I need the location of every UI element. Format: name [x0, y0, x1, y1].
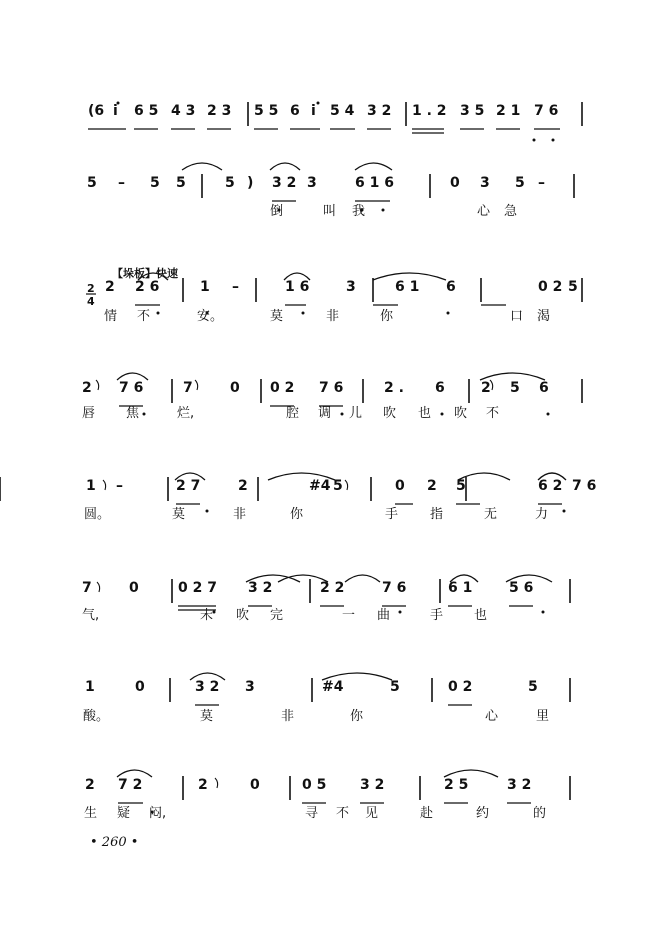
notation-token: 6 1	[395, 279, 420, 295]
notation-token: 6 5	[134, 103, 159, 119]
lyric-character: 赴	[420, 806, 434, 821]
notation-token: 3 2	[272, 175, 297, 191]
lyric-character: 非	[326, 309, 340, 324]
lyric-character: 儿	[349, 406, 363, 421]
octave-dot	[302, 312, 305, 315]
slur-arc	[117, 770, 152, 777]
slur-arc	[270, 163, 300, 170]
notation-token: 2 2	[320, 580, 345, 596]
notation-token: 0	[395, 478, 405, 494]
lyric-character: 你	[350, 709, 364, 724]
lyric-character: 见	[365, 806, 379, 821]
notation-token: 5	[150, 175, 160, 191]
lyric-character: 也	[474, 608, 488, 623]
lyric-character: 非	[281, 709, 295, 724]
lyric-character: 心	[477, 204, 491, 219]
lyric-character: 你	[380, 309, 394, 324]
notation-token: 6 1	[448, 580, 473, 596]
notation-token: 0	[450, 175, 460, 191]
octave-dot	[542, 611, 545, 614]
notation-token: 0 2 7	[178, 580, 217, 596]
lyric-character: 的	[533, 806, 547, 821]
lyric-character: 烂,	[177, 406, 195, 421]
notation-token: –	[538, 175, 545, 191]
slur-arc	[345, 575, 380, 582]
time-signature-denominator: 4	[87, 295, 95, 308]
octave-dot	[399, 611, 402, 614]
ornament-mark	[103, 480, 106, 490]
notation-token: 2 5	[444, 777, 469, 793]
notation-token: 2 7	[176, 478, 201, 494]
notation-token: 2	[105, 279, 115, 295]
lyric-character: 力	[535, 507, 549, 522]
notation-token: (6	[88, 103, 105, 119]
lyric-character: 气,	[82, 608, 100, 623]
octave-dot	[441, 413, 444, 416]
slur-arc	[182, 163, 222, 170]
lyric-character: 未	[200, 608, 214, 623]
notation-token: 2 .	[384, 380, 404, 396]
notation-token: 2	[85, 777, 95, 793]
slur-arc	[117, 373, 148, 380]
notation-token: 5	[456, 478, 466, 494]
notation-token: 2	[82, 380, 92, 396]
lyric-character: 指	[430, 507, 444, 522]
notation-token: 7 6	[572, 478, 597, 494]
notation-token: 0 2	[270, 380, 295, 396]
notation-token: 3	[245, 679, 255, 695]
notation-token: –	[116, 478, 123, 494]
octave-dot	[533, 139, 536, 142]
lyric-character: 手	[430, 608, 444, 623]
ornament-mark	[195, 380, 198, 390]
notation-token: 7	[82, 580, 92, 596]
notation-token: 3	[307, 175, 317, 191]
lyric-character: 寻	[305, 806, 319, 821]
lyric-character: 生	[84, 806, 98, 821]
notation-token: i	[311, 103, 316, 119]
ornament-mark	[345, 480, 348, 490]
notation-token: 6	[435, 380, 445, 396]
lyric-character: 渴	[537, 309, 551, 324]
notation-token: 2	[238, 478, 248, 494]
lyric-character: 约	[476, 806, 490, 821]
notation-token: 2	[481, 380, 491, 396]
notation-token: 5	[225, 175, 235, 191]
notation-token: 5	[176, 175, 186, 191]
octave-dot	[157, 312, 160, 315]
octave-dot	[341, 413, 344, 416]
lyric-character: 也	[418, 406, 432, 421]
notation-token: 1 6	[285, 279, 310, 295]
lyric-character: 吹	[236, 608, 250, 623]
notation-token: 5 4	[330, 103, 355, 119]
notation-token: 6	[539, 380, 549, 396]
octave-dot	[206, 510, 209, 513]
notation-token: 3 2	[248, 580, 273, 596]
slur-arc	[444, 770, 498, 777]
slur-arc	[480, 373, 545, 380]
time-signature-numerator: 2	[87, 282, 95, 295]
notation-token: 2	[427, 478, 437, 494]
lyric-character: 一	[342, 608, 356, 623]
lyric-character: 急	[504, 204, 518, 219]
ornament-mark	[97, 582, 100, 592]
lyric-character: 手	[385, 507, 399, 522]
ornament-mark	[215, 778, 218, 788]
notation-token: 1	[85, 679, 95, 695]
lyric-character: 叫	[323, 204, 337, 219]
notation-token: 5	[515, 175, 525, 191]
notation-token: 2 6	[135, 279, 160, 295]
lyric-character: 不	[336, 806, 350, 821]
notation-token: 4 3	[171, 103, 196, 119]
lyric-character: 非	[233, 507, 247, 522]
lyric-character: 腔	[286, 406, 300, 421]
notation-token: 1 . 2	[412, 103, 447, 119]
notation-token: 0	[250, 777, 260, 793]
notation-token: 2	[198, 777, 208, 793]
lyric-character: 圆。	[84, 507, 111, 522]
octave-dot	[552, 139, 555, 142]
octave-dot	[547, 413, 550, 416]
notation-token: 7 6	[319, 380, 344, 396]
octave-dot	[143, 413, 146, 416]
slur-arc	[355, 163, 392, 170]
notation-token: 0 2	[448, 679, 473, 695]
lyric-character: 无	[484, 507, 498, 522]
notation-token: –	[118, 175, 125, 191]
notation-token: –	[232, 279, 239, 295]
notation-token: 6 2	[538, 478, 563, 494]
notation-token: #4	[322, 679, 344, 695]
lyric-character: 倒	[270, 204, 284, 219]
lyric-character: 吹	[383, 406, 397, 421]
ornament-mark	[96, 380, 99, 390]
lyric-character: 不	[137, 309, 151, 324]
notation-token: 6	[290, 103, 300, 119]
page-number: • 260 •	[90, 835, 139, 850]
notation-token: 1	[200, 279, 210, 295]
notation-token: 5	[390, 679, 400, 695]
lyric-character: 调	[318, 406, 332, 421]
notation-token: 3 2	[195, 679, 220, 695]
notation-token: 0	[135, 679, 145, 695]
lyric-character: 完	[270, 608, 284, 623]
lyric-character: 闷,	[149, 806, 167, 821]
lyric-character: 唇	[82, 406, 96, 421]
notation-token: 3 5	[460, 103, 485, 119]
lyric-character: 不	[486, 406, 500, 421]
octave-dot	[447, 312, 450, 315]
notation-token: 5	[333, 478, 343, 494]
notation-token: 5	[528, 679, 538, 695]
section-marking: 【垛板】快速	[112, 267, 178, 280]
notation-token: 6 1 6	[355, 175, 394, 191]
notation-token: 5	[568, 279, 578, 295]
notation-token: 0	[230, 380, 240, 396]
lyric-character: 莫	[270, 309, 284, 324]
notation-token: 3	[346, 279, 356, 295]
notation-token: )	[247, 175, 254, 191]
notation-token: 3 2	[507, 777, 532, 793]
notation-token: 7 6	[382, 580, 407, 596]
notation-token: 3 2	[360, 777, 385, 793]
notation-token: 5 5	[254, 103, 279, 119]
lyric-character: 莫	[200, 709, 214, 724]
notation-token: 6	[446, 279, 456, 295]
lyric-character: 情	[104, 309, 118, 324]
lyric-character: 曲	[377, 608, 391, 623]
octave-dot	[563, 510, 566, 513]
lyric-character: 里	[536, 709, 550, 724]
lyric-character: 焦	[126, 406, 140, 421]
notation-token: 0 5	[302, 777, 327, 793]
notation-token: 3	[480, 175, 490, 191]
octave-dot	[317, 102, 320, 105]
lyric-character: 安。	[197, 309, 224, 324]
lyric-character: 你	[290, 507, 304, 522]
notation-token: 5	[87, 175, 97, 191]
notation-token: 7 6	[119, 380, 144, 396]
lyric-character: 吹	[454, 406, 468, 421]
notation-token: 0 2	[538, 279, 563, 295]
notation-token: 2 1	[496, 103, 521, 119]
lyric-character: 我	[352, 204, 366, 219]
notation-token: 7	[183, 380, 193, 396]
lyric-character: 口	[510, 309, 524, 324]
notation-token: #4	[309, 478, 331, 494]
lyric-character: 莫	[172, 507, 186, 522]
notation-token: 5 6	[509, 580, 534, 596]
lyric-character: 心	[485, 709, 499, 724]
notation-token: 7 2	[118, 777, 143, 793]
octave-dot	[382, 209, 385, 212]
notation-token: 2 3	[207, 103, 232, 119]
notation-token: 0	[129, 580, 139, 596]
notation-token: 7 6	[534, 103, 559, 119]
lyric-character: 疑	[117, 806, 131, 821]
notation-token: 1	[86, 478, 96, 494]
notation-token: i	[113, 103, 118, 119]
notation-token: 5	[510, 380, 520, 396]
lyric-character: 酸。	[83, 709, 110, 724]
notation-token: 3 2	[367, 103, 392, 119]
